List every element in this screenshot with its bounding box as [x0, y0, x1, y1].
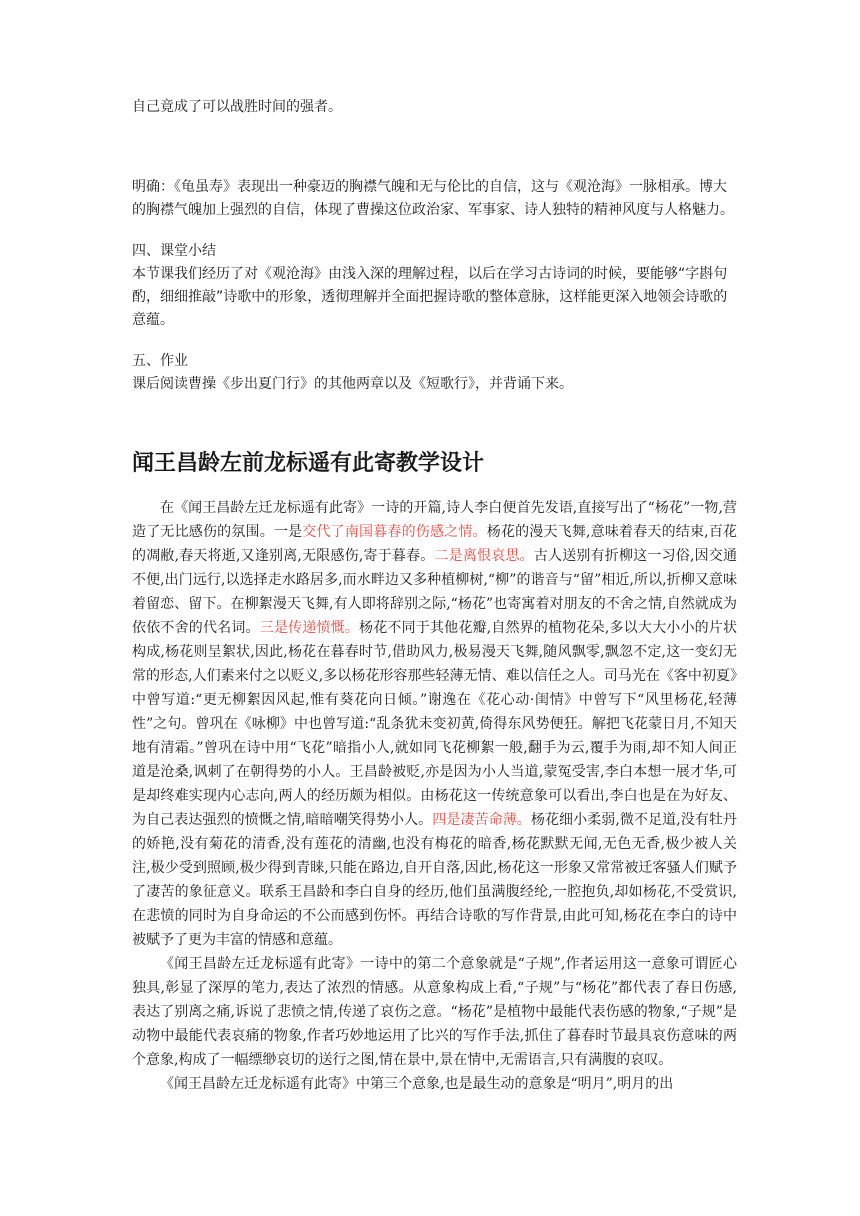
- intro-line: 自己竟成了可以战胜时间的强者。: [132, 99, 342, 115]
- text-run: 杨花的漫天飞舞,意味着春天的结束,百花的凋敝,春天将逝,又逢别离,无限感伤,寄于暮春。: [132, 524, 738, 564]
- article-paragraph-1: [132, 496, 737, 952]
- highlight-run: 三是传递愤慨。: [259, 620, 360, 636]
- section-summary-heading: 四、课堂小结: [132, 243, 216, 259]
- section-homework-body: 课后阅读曹操《步出夏门行》的其他两章以及《短歌行》，并背诵下来。: [132, 376, 573, 392]
- highlight-run: 四是凄苦命薄。: [432, 812, 531, 828]
- article-body: [132, 496, 737, 1096]
- section-homework-heading: 五、作业: [132, 353, 188, 369]
- section-homework: [132, 350, 737, 396]
- highlight-run: 二是离恨哀思。: [434, 548, 534, 564]
- section-summary: [132, 240, 737, 332]
- text-run: 杨花细小柔弱,微不足道,没有牡丹的娇艳,没有菊花的清香,没有莲花的清幽,也没有梅花的暗香,杨花默默无闻,无色无香,极少被人关注,极少受到照顾,极少得到青睐,只能在路边,自开自落,因此,杨花这一形象又常常被迁客骚人们赋予了凄苦的象征意义。联系王昌龄和李白自身的经历,他们虽满腹经纶,一腔抱负,却如杨花,不受赏识,在悲愤的同时为自身命运的不公而感到伤怀。再结合诗歌的写作背景,由此可知,杨花在李白的诗中被赋予了更为丰富的情感和意蕴。: [132, 812, 738, 948]
- text-run: 杨花不同于其他花瓣,自然界的植物花朵,多以大大小小的片状构成,杨花则呈絮状,因此,杨花在暮春时节,借助风力,极易漫天飞舞,随风飘零,飘忽不定,这一变幻无常的形态,人们素来付之以贬义,多以杨花形容那些轻薄无情、难以信任之人。司马光在《客中初夏》中曾写道:“更无柳絮因风起,惟有葵花向日倾。”谢逸在《花心动·闺情》中曾写下“风里杨花,轻薄性”之句。曾巩在《咏柳》中也曾写道:“乱条犹未变初黄,倚得东风势便狂。解把飞花蒙日月,不知天地有清霜。”曾巩在诗中用“飞花”暗指小人,就如同飞花柳絮一般,翻手为云,覆手为雨,却不知人间正道是沧桑,讽刺了在朝得势的小人。王昌龄被贬,亦是因为小人当道,蒙冤受害,李白本想一展才华,可是却终难实现内心志向,两人的经历颇为相似。由杨花这一传统意象可以看出,李白也是在为好友、为自己表达强烈的愤慨之情,暗暗嘲笑得势小人。: [132, 620, 738, 828]
- text-run: 古人送别有折柳这一习俗,因交通不便,出门远行,以选择走水路居多,而水畔边又多种植柳树,“柳”的谐音与“留”相近,所以,折柳又意味着留恋、留下。在柳絮漫天飞舞,有人即将辞别之际,“杨花”也寄寓着对朋友的不舍之情,自然就成为依依不舍的代名词。: [132, 548, 737, 636]
- article-paragraph-3: 《闻王昌龄左迁龙标遥有此寄》中第三个意象,也是最生动的意象是“明月”,明月的出: [160, 1076, 674, 1092]
- article-paragraph-2: 《闻王昌龄左迁龙标遥有此寄》一诗中的第二个意象就是“子规”,作者运用这一意象可谓匠心独具,彰显了深厚的笔力,表达了浓烈的情感。从意象构成上看,“子规”与“杨花”都代表了春日伤感,表达了别离之痛,诉说了悲愤之情,传递了哀伤之意。“杨花”是植物中最能代表伤感的物象,“子规”是动物中最能代表哀痛的物象,作者巧妙地运用了比兴的写作手法,抓住了暮春时节最具哀伤意味的两个意象,构成了一幅缥缈哀切的送行之图,情在景中,景在情中,无需语言,只有满腹的哀叹。: [132, 956, 737, 1068]
- highlight-run: 交代了南国暮春的伤感之情。: [302, 524, 487, 540]
- article-title: 闻王昌龄左前龙标遥有此寄教学设计: [132, 450, 485, 476]
- section-summary-body: 本节课我们经历了对《观沧海》由浅入深的理解过程，以后在学习古诗词的时候，要能够“字斟句酌，细细推敲”诗歌中的形象，透彻理解并全面把握诗歌的整体意脉，这样能更深入地领会诗歌的意蕴。: [132, 266, 728, 328]
- intro-block: [132, 96, 737, 119]
- clarify-block: [132, 176, 737, 222]
- clarify-paragraph: 明确：《龟虽寿》表现出一种豪迈的胸襟气魄和无与伦比的自信，这与《观沧海》一脉相承。博大的胸襟气魄加上强烈的自信，体现了曹操这位政治家、军事家、诗人独特的精神风度与人格魅力。: [132, 179, 734, 218]
- text-run: 在《闻王昌龄左迁龙标遥有此寄》一诗的开篇,诗人李白便首先发语,直接写出了“杨花”一物,营造了无比感伤的氛围。一是: [132, 500, 737, 540]
